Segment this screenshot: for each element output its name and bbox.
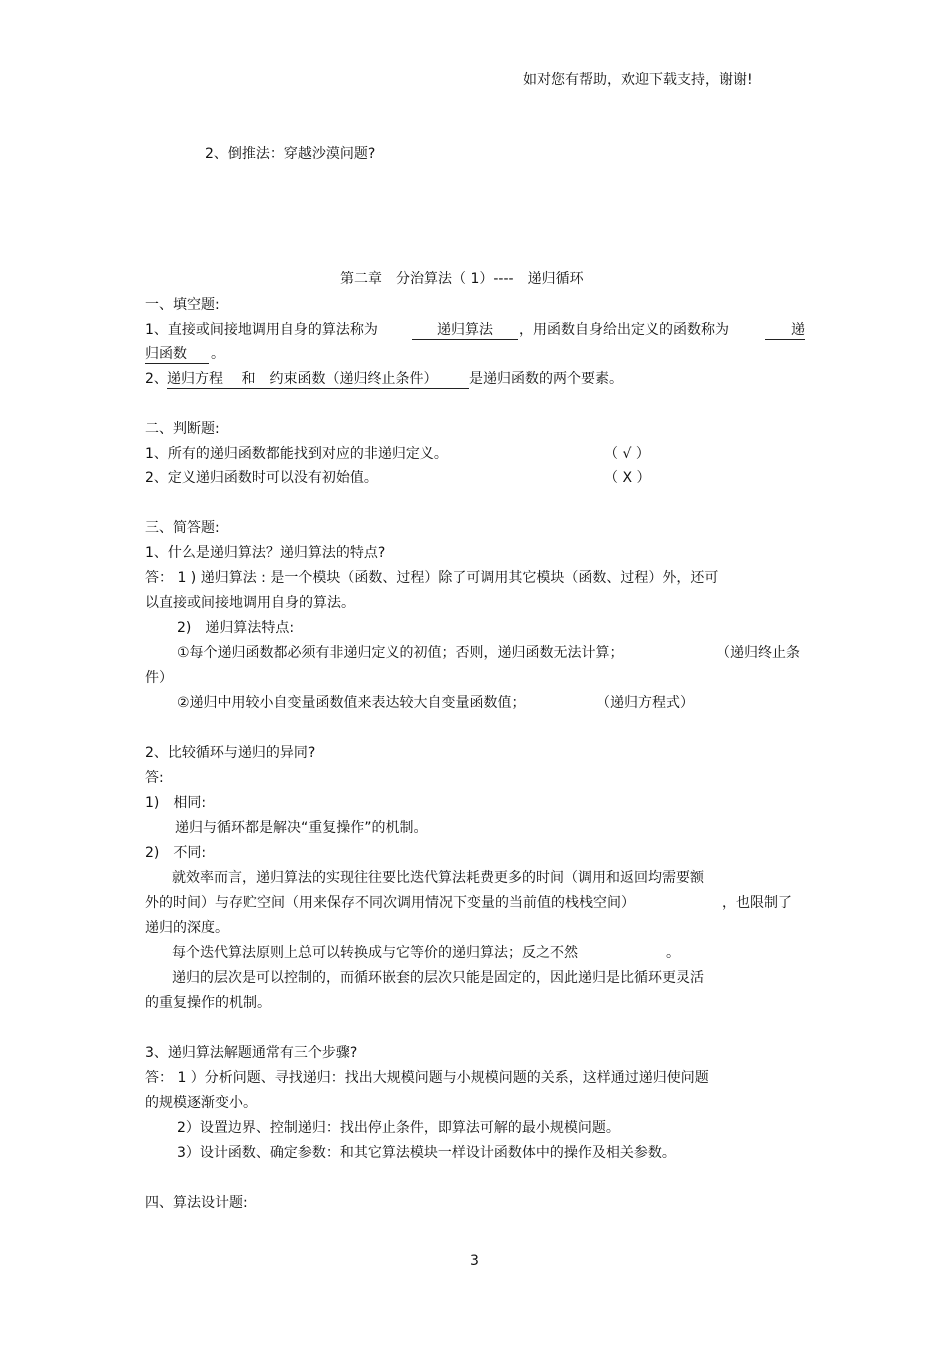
fill-q1-prefix: 1、直接或间接地调用自身的算法称为 (145, 322, 378, 338)
fill-q1-end: 。 (211, 346, 225, 362)
design-heading: 四、算法设计题: (145, 1195, 248, 1211)
short-heading: 三、简答题: (145, 520, 220, 536)
short-q1-answer-3: 2) 递归算法特点: (177, 620, 295, 636)
fill-q2-prefix: 2、 (145, 371, 168, 387)
fill-q2-answer: 递归方程 和 约束函数（递归终止条件） (167, 370, 469, 389)
short-q1-answer-1: 答： 1 ) 递归算法 : 是一个模块（函数、过程）除了可调用其它模块（函数、过程）外，还可 (145, 570, 719, 586)
short-q3-answer-1: 答： 1 ）分析问题、寻找递归：找出大规模问题与小规模问题的关系，这样通过递归使问题 (145, 1070, 709, 1086)
short-q2-same-label: 1) 相同: (145, 795, 207, 811)
short-q2-para-4: 每个迭代算法原则上总可以转换成与它等价的递归算法；反之不然 (172, 945, 578, 961)
short-q2-para-3: 递归的深度。 (145, 920, 229, 936)
short-q1-answer-6-note: （递归方程式） (596, 695, 694, 711)
fill-q2-suffix: 是递归函数的两个要素。 (469, 371, 623, 387)
judge-q1: 1、所有的递归函数都能找到对应的非递归定义。 (145, 446, 448, 462)
chapter-title: 第二章 分治算法（ 1）---- 递归循环 (340, 271, 584, 287)
short-q2-para-2-end: ，也限制了 (722, 895, 792, 911)
short-q1-answer-4-note: （递归终止条 (716, 645, 800, 661)
short-q1-answer-5: 件） (145, 670, 173, 686)
short-q2-para-6: 的重复操作的机制。 (145, 995, 271, 1011)
short-q2-same-text: 递归与循环都是解决“重复操作”的机制。 (175, 820, 428, 836)
judge-q1-mark: （ √ ） (604, 446, 650, 462)
short-q3-answer-3: 2）设置边界、控制递归：找出停止条件，即算法可解的最小规模问题。 (177, 1120, 620, 1136)
header-note: 如对您有帮助，欢迎下载支持，谢谢! (523, 72, 753, 88)
short-q2-answer-label: 答: (145, 770, 164, 786)
short-q1: 1、什么是递归算法？递归算法的特点? (145, 545, 386, 561)
short-q3-answer-2: 的规模逐渐变小。 (145, 1095, 257, 1111)
short-q2-para-2: 外的时间）与存贮空间（用来保存不同次调用情况下变量的当前值的栈栈空间） (145, 895, 635, 911)
short-q2-diff-label: 2) 不同: (145, 845, 207, 861)
short-q1-answer-2: 以直接或间接地调用自身的算法。 (145, 595, 355, 611)
short-q1-answer-4: ①每个递归函数都必须有非递归定义的初值；否则，递归函数无法计算； (177, 645, 624, 661)
short-q3: 3、递归算法解题通常有三个步骤? (145, 1045, 358, 1061)
fill-q1-blank1: 递归算法 (412, 321, 518, 340)
judge-q2-mark: （ X ） (604, 470, 651, 486)
page-number: 3 (470, 1253, 479, 1269)
short-q2-para-5: 递归的层次是可以控制的，而循环嵌套的层次只能是固定的，因此递归是比循环更灵活 (172, 970, 704, 986)
judge-heading: 二、判断题: (145, 421, 220, 437)
prev-item-2: 2、倒推法：穿越沙漠问题? (205, 146, 376, 162)
judge-q2: 2、定义递归函数时可以没有初始值。 (145, 470, 378, 486)
fill-q1-blank2b: 归函数 (145, 345, 209, 364)
short-q3-answer-4: 3）设计函数、确定参数：和其它算法模块一样设计函数体中的操作及相关参数。 (177, 1145, 676, 1161)
short-q2-para-1: 就效率而言，递归算法的实现往往要比迭代算法耗费更多的时间（调用和返回均需要额 (172, 870, 704, 886)
short-q1-answer-6: ②递归中用较小自变量函数值来表达较大自变量函数值； (177, 695, 526, 711)
fill-heading: 一、填空题: (145, 297, 220, 313)
short-q2-para-4-end: 。 (666, 945, 680, 961)
fill-q1-mid: ，用函数自身给出定义的函数称为 (519, 322, 729, 338)
short-q2: 2、比较循环与递归的异同? (145, 745, 316, 761)
fill-q1-blank2a: 递 (765, 321, 805, 340)
